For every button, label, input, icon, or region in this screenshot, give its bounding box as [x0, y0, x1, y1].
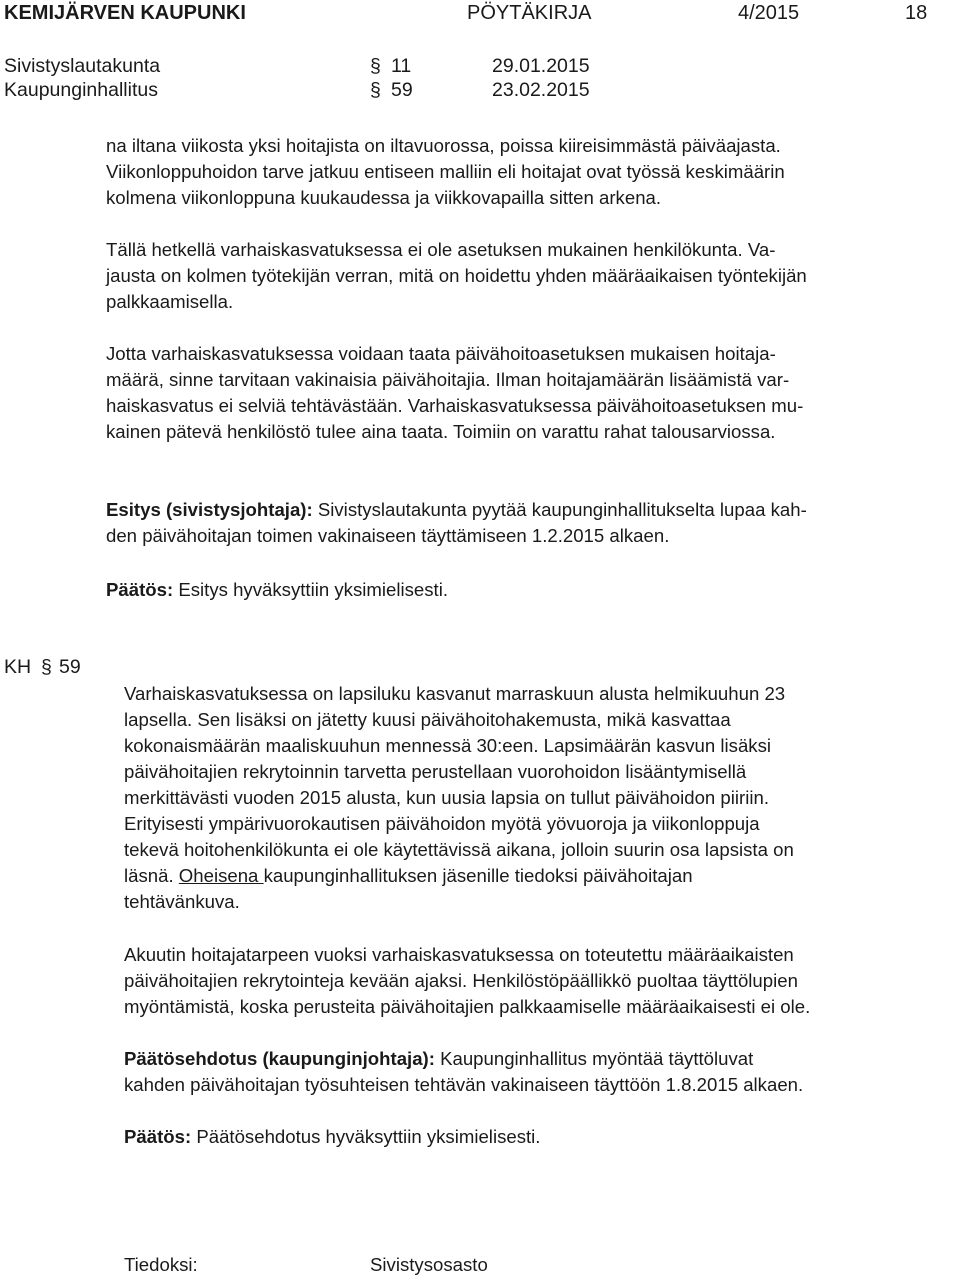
proposal-paragraph	[124, 1046, 803, 1098]
text-line: merkittävästi vuoden 2015 alusta, kun uusia lapsia on tullut päivähoidon piiriin.	[124, 787, 769, 808]
section-sign: §	[370, 79, 381, 101]
text-line: Tällä hetkellä varhaiskasvatuksessa ei ole asetuksen mukainen henkilökunta. Va-	[106, 239, 776, 260]
document-number: 4/2015	[738, 2, 800, 24]
text-line: päivähoitajien rekrytoinnin tarvetta perustellaan vuorohoidon lisääntymisellä	[124, 761, 747, 782]
decision-label: Päätös:	[106, 579, 174, 600]
attachment-link[interactable]: Oheisena	[178, 865, 264, 886]
proposal-label: Päätösehdotus (kaupunginjohtaja):	[124, 1048, 435, 1069]
section-number: 11	[391, 55, 412, 77]
text-line: jausta on kolmen työtekijän verran, mitä on hoidettu yhden määräaikaisen työntekijän	[106, 265, 807, 286]
text-line: Tiedoksi:	[124, 1254, 198, 1275]
text-line: Erityisesti ympärivuorokautisen päivähoidon myötä yövuoroja ja viikonloppuja	[124, 813, 760, 834]
text-line: myöntämistä, koska perusteita päivähoitajien palkkaamiselle määräaikaisesti ei ole.	[124, 996, 811, 1017]
body-paragraph	[106, 133, 785, 211]
section-number: 59	[391, 79, 413, 101]
proposal-text: kahden päivähoitajan työsuhteisen tehtävän vakinaiseen täyttöön 1.8.2015 alkaen.	[124, 1074, 804, 1095]
proposal-label: Esitys (sivistysjohtaja):	[106, 499, 313, 520]
meeting-body: Sivistyslautakunta	[4, 55, 161, 77]
meeting-body: Kaupunginhallitus	[4, 79, 158, 101]
text-line: kokonaismäärän maaliskuuhun mennessä 30:een. Lapsimäärän kasvun lisäksi	[124, 735, 772, 756]
body-paragraph	[106, 237, 807, 315]
kh-label: KH	[4, 656, 32, 678]
decision-paragraph	[124, 1124, 540, 1150]
text-line: palkkaamisella.	[106, 291, 234, 312]
proposal-text: den päivähoitajan toimen vakinaiseen täyttämiseen 1.2.2015 alkaen.	[106, 525, 670, 546]
text-line: Varhaiskasvatuksessa on lapsiluku kasvanut marraskuun alusta helmikuuhun 23	[124, 683, 786, 704]
text-fragment: kaupunginhallituksen jäsenille tiedoksi päivähoitajan	[263, 865, 693, 886]
text-line: Akuutin hoitajatarpeen vuoksi varhaiskasvatuksessa on toteutettu määräaikaisten	[124, 944, 794, 965]
text-line: na iltana viikosta yksi hoitajista on iltavuorossa, poissa kiireisimmästä päiväajasta.	[106, 135, 781, 156]
text-line: lapsella. Sen lisäksi on jätetty kuusi päivähoitohakemusta, mikä kasvattaa	[124, 709, 731, 730]
body-paragraph	[124, 681, 794, 915]
text-line: tehtävänkuva.	[124, 891, 240, 912]
text-line: Sivistysosasto	[370, 1254, 488, 1275]
page-number: 18	[905, 2, 928, 24]
text-line: haiskasvatus ei selviä tehtävästään. Varhaiskasvatuksessa päivähoitoasetuksen mu-	[106, 395, 804, 416]
proposal-text: Kaupunginhallitus myöntää täyttöluvat	[434, 1048, 754, 1069]
decision-label: Päätös:	[124, 1126, 192, 1147]
decision-text: Esitys hyväksyttiin yksimielisesti.	[173, 579, 449, 600]
document-type: PÖYTÄKIRJA	[467, 2, 592, 24]
text-line: määrä, sinne tarvitaan vakinaisia päivähoitajia. Ilman hoitajamäärän lisäämistä var-	[106, 369, 790, 390]
section-number: 59	[59, 656, 81, 678]
text-line: tekevä hoitohenkilökunta ei ole käytettävissä aikana, jolloin suurin osa lapsista on	[124, 839, 794, 860]
text-line: kolmena viikonloppuna kuukaudessa ja viikkovapailla sitten arkena.	[106, 187, 662, 208]
proposal-text: Sivistyslautakunta pyytää kaupunginhallitukselta lupaa kah-	[312, 499, 807, 520]
meeting-date: 23.02.2015	[492, 79, 590, 101]
organization-name: KEMIJÄRVEN KAUPUNKI	[4, 2, 246, 24]
distribution-recipient	[370, 1252, 488, 1278]
text-line: Viikonloppuhoidon tarve jatkuu entiseen malliin eli hoitajat ovat työssä keskimäärin	[106, 161, 785, 182]
body-paragraph	[124, 942, 810, 1020]
body-paragraph	[106, 341, 803, 445]
section-sign: §	[41, 656, 52, 678]
meeting-date: 29.01.2015	[492, 55, 590, 77]
text-line: päivähoitajien rekrytointeja kevään ajaksi. Henkilöstöpäällikkö puoltaa täyttölupien	[124, 970, 798, 991]
text-line: kainen pätevä henkilöstö tulee aina taata. Toimiin on varattu rahat talousarviossa.	[106, 421, 776, 442]
decision-paragraph	[106, 577, 448, 603]
decision-text: Päätösehdotus hyväksyttiin yksimielisesti.	[191, 1126, 541, 1147]
proposal-paragraph	[106, 497, 807, 549]
text-line: Jotta varhaiskasvatuksessa voidaan taata päivähoitoasetuksen mukaisen hoitaja-	[106, 343, 776, 364]
distribution-label	[124, 1252, 198, 1278]
text-fragment: läsnä.	[124, 865, 179, 886]
section-sign: §	[370, 55, 381, 77]
